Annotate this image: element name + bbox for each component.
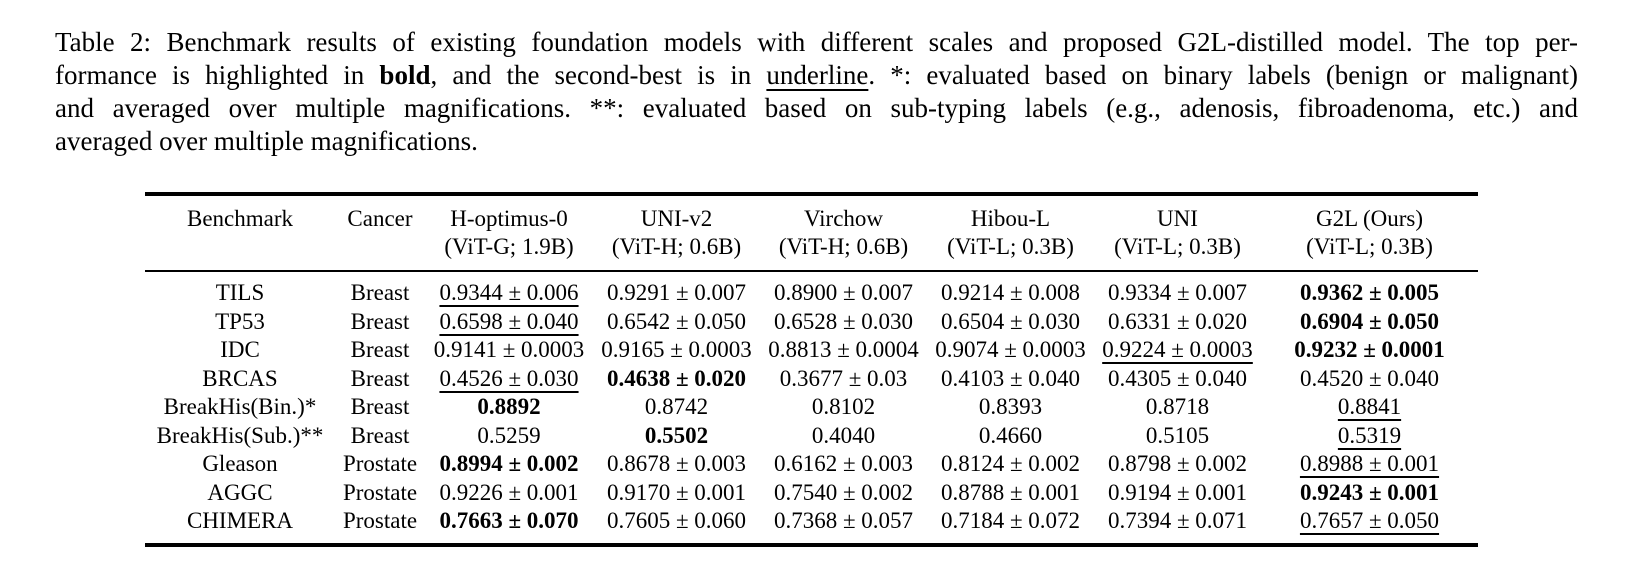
value-cell (760, 507, 927, 545)
value-cell (1094, 271, 1261, 308)
second-best-value: 0.6598 ± 0.040 (439, 308, 579, 334)
value-cell (1261, 450, 1478, 479)
second-best-value: 0.8988 ± 0.001 (1299, 451, 1440, 476)
value-cell (425, 422, 593, 451)
caption-text: . *: evaluated based on binary labels (benign or malignant) (868, 60, 1578, 90)
value-cell (593, 422, 760, 451)
column-header (145, 194, 335, 271)
value-cell (927, 365, 1094, 394)
value: 0.5259 (477, 422, 541, 448)
second-best-value: 0.7657 ± 0.050 (1299, 508, 1440, 533)
value: 0.7184 ± 0.072 (940, 508, 1081, 533)
top-value: 0.9243 ± 0.001 (1299, 479, 1440, 505)
value-cell (593, 479, 760, 508)
table-row (145, 507, 1478, 545)
benchmark-cell: AGGC (207, 479, 273, 505)
value-cell (927, 393, 1094, 422)
value-cell (1261, 365, 1478, 394)
top-value: 0.4638 ± 0.020 (606, 365, 747, 391)
table-row (145, 422, 1478, 451)
column-subtitle (335, 233, 425, 261)
caption-underline-term: underline (766, 60, 869, 90)
value: 0.9226 ± 0.001 (439, 479, 579, 505)
caption-text: Table 2: Benchmark results of existing foundation models with different scales and proposed G2L-distilled model. The top per- (55, 27, 1578, 57)
value: 0.8742 (644, 394, 709, 419)
top-value: 0.9362 ± 0.005 (1299, 280, 1440, 305)
value: 0.4103 ± 0.040 (940, 365, 1081, 391)
top-value: 0.6904 ± 0.050 (1299, 308, 1440, 334)
second-best-value: 0.9224 ± 0.0003 (1102, 337, 1253, 362)
value-cell (593, 271, 760, 308)
column-subtitle: (ViT-H; 0.6B) (778, 234, 909, 259)
value-cell (593, 393, 760, 422)
value-cell (927, 479, 1094, 508)
value: 0.7605 ± 0.060 (606, 508, 747, 533)
second-best-value: 0.8841 (1337, 394, 1402, 419)
value: 0.8393 (978, 394, 1043, 419)
column-subtitle (145, 233, 335, 261)
second-best-value: 0.9344 ± 0.006 (439, 280, 579, 305)
value-cell (425, 365, 593, 394)
cancer-cell: Breast (350, 337, 410, 362)
value-cell (425, 450, 593, 479)
cancer-cell: Breast (350, 280, 410, 305)
value: 0.6542 ± 0.050 (606, 308, 747, 334)
value-cell (1094, 308, 1261, 337)
benchmark-cell: BreakHis(Sub.)** (156, 422, 324, 448)
benchmark-cell: Gleason (202, 451, 278, 476)
value: 0.9291 ± 0.007 (606, 280, 747, 305)
caption-text: , and the second-best is in (430, 60, 767, 90)
value: 0.8788 ± 0.001 (940, 479, 1081, 505)
value: 0.8900 ± 0.007 (773, 280, 914, 305)
value: 0.8718 (1145, 394, 1210, 419)
value-cell (1261, 507, 1478, 545)
table-row (145, 336, 1478, 365)
value-cell (1261, 308, 1478, 337)
caption-bold-term: bold (379, 60, 431, 90)
caption-line (55, 92, 1578, 125)
benchmark-cell: CHIMERA (186, 508, 294, 533)
value: 0.5105 (1145, 422, 1210, 448)
value: 0.3677 ± 0.03 (779, 365, 908, 391)
benchmark-table (145, 192, 1478, 547)
column-header (1261, 194, 1478, 271)
value-cell (760, 308, 927, 337)
value: 0.9141 ± 0.0003 (433, 337, 585, 362)
value: 0.9074 ± 0.0003 (935, 337, 1086, 362)
column-subtitle: (ViT-L; 0.3B) (1114, 234, 1241, 259)
value-cell (593, 450, 760, 479)
column-subtitle: (ViT-H; 0.6B) (611, 234, 742, 259)
table-row (145, 479, 1478, 508)
value-cell (1261, 422, 1478, 451)
benchmark-cell: BRCAS (202, 365, 278, 391)
value-cell (593, 336, 760, 365)
column-header (425, 194, 593, 271)
value-cell (593, 507, 760, 545)
value: 0.8102 (811, 394, 876, 419)
value: 0.6528 ± 0.030 (773, 308, 914, 334)
top-value: 0.9232 ± 0.0001 (1294, 337, 1445, 362)
second-best-value: 0.5319 (1337, 422, 1402, 448)
value-cell (1094, 365, 1261, 394)
cancer-cell: Breast (350, 308, 410, 334)
value-cell (927, 336, 1094, 365)
cancer-cell: Prostate (342, 451, 418, 476)
value-cell (760, 336, 927, 365)
table-row (145, 393, 1478, 422)
table-row (145, 365, 1478, 394)
caption-line (55, 125, 1578, 158)
column-name: G2L (Ours) (1315, 206, 1424, 231)
column-header (927, 194, 1094, 271)
value-cell (1261, 393, 1478, 422)
value: 0.9165 ± 0.0003 (601, 337, 752, 362)
column-header (593, 194, 760, 271)
value-cell (927, 271, 1094, 308)
value: 0.7540 ± 0.002 (773, 479, 914, 505)
value: 0.4040 (811, 422, 876, 448)
value: 0.7394 ± 0.071 (1107, 508, 1248, 533)
cancer-cell: Breast (350, 394, 410, 419)
value-cell (1261, 479, 1478, 508)
value-cell (1094, 507, 1261, 545)
top-value: 0.5502 (644, 422, 709, 448)
value-cell (593, 308, 760, 337)
value: 0.9194 ± 0.001 (1107, 479, 1248, 505)
header-row (145, 194, 1478, 271)
top-value: 0.8892 (477, 394, 541, 419)
value-cell (927, 422, 1094, 451)
value-cell (760, 393, 927, 422)
column-name: Cancer (347, 206, 413, 231)
benchmark-cell: TP53 (215, 308, 265, 334)
value-cell (760, 479, 927, 508)
value-cell (425, 336, 593, 365)
caption-text: formance is highlighted in (55, 60, 380, 90)
top-value: 0.8994 ± 0.002 (439, 451, 579, 476)
column-header (335, 194, 425, 271)
column-name: Hibou-L (970, 206, 1051, 231)
cancer-cell: Prostate (342, 508, 418, 533)
caption-text: averaged over multiple magnifications. (55, 126, 478, 156)
table-row (145, 271, 1478, 308)
table-row (145, 450, 1478, 479)
cancer-cell: Breast (350, 422, 410, 448)
caption-text: and averaged over multiple magnifications. **: evaluated based on sub-typing labels (e.g., adenosis, fibroadenoma, etc.) and (55, 93, 1578, 123)
value-cell (927, 450, 1094, 479)
value-cell (1261, 336, 1478, 365)
column-subtitle: (ViT-L; 0.3B) (947, 234, 1074, 259)
cancer-cell: Prostate (342, 479, 418, 505)
benchmark-cell: TILS (215, 280, 265, 305)
value-cell (1094, 450, 1261, 479)
value: 0.6331 ± 0.020 (1107, 308, 1248, 334)
value-cell (1094, 422, 1261, 451)
column-name: Virchow (803, 206, 884, 231)
value: 0.8798 ± 0.002 (1107, 451, 1248, 476)
value-cell (760, 422, 927, 451)
value: 0.9334 ± 0.007 (1107, 280, 1248, 305)
value: 0.4305 ± 0.040 (1107, 365, 1248, 391)
benchmark-cell: BreakHis(Bin.)* (163, 394, 317, 419)
column-subtitle: (ViT-G; 1.9B) (444, 234, 574, 259)
value: 0.4520 ± 0.040 (1299, 365, 1440, 391)
top-value: 0.7663 ± 0.070 (439, 508, 579, 533)
column-name: UNI (1157, 206, 1198, 231)
caption-line (55, 26, 1578, 59)
value-cell (1261, 271, 1478, 308)
value: 0.4660 (978, 422, 1043, 448)
value: 0.8124 ± 0.002 (940, 451, 1081, 476)
value-cell (425, 507, 593, 545)
value: 0.8813 ± 0.0004 (768, 337, 919, 362)
column-name: UNI-v2 (640, 206, 713, 231)
value-cell (425, 271, 593, 308)
table-caption (55, 26, 1578, 158)
second-best-value: 0.4526 ± 0.030 (439, 365, 579, 391)
column-subtitle: (ViT-L; 0.3B) (1306, 234, 1433, 259)
benchmark-table-wrap (145, 192, 1478, 547)
cancer-cell: Breast (350, 365, 410, 391)
value-cell (425, 393, 593, 422)
value-cell (1094, 479, 1261, 508)
column-name: Benchmark (186, 206, 293, 231)
caption-line (55, 59, 1578, 92)
value-cell (760, 271, 927, 308)
value-cell (760, 450, 927, 479)
column-header (760, 194, 927, 271)
value: 0.9170 ± 0.001 (606, 479, 747, 505)
value: 0.6504 ± 0.030 (940, 308, 1081, 334)
value: 0.9214 ± 0.008 (940, 280, 1081, 305)
value-cell (425, 308, 593, 337)
benchmark-cell: IDC (220, 337, 260, 362)
value: 0.6162 ± 0.003 (773, 451, 914, 476)
value: 0.7368 ± 0.057 (773, 508, 914, 533)
value: 0.8678 ± 0.003 (606, 451, 747, 476)
value-cell (1094, 393, 1261, 422)
value-cell (760, 365, 927, 394)
column-header (1094, 194, 1261, 271)
value-cell (1094, 336, 1261, 365)
value-cell (593, 365, 760, 394)
value-cell (927, 507, 1094, 545)
value-cell (425, 479, 593, 508)
column-name: H-optimus-0 (450, 206, 568, 231)
table-row (145, 308, 1478, 337)
value-cell (927, 308, 1094, 337)
